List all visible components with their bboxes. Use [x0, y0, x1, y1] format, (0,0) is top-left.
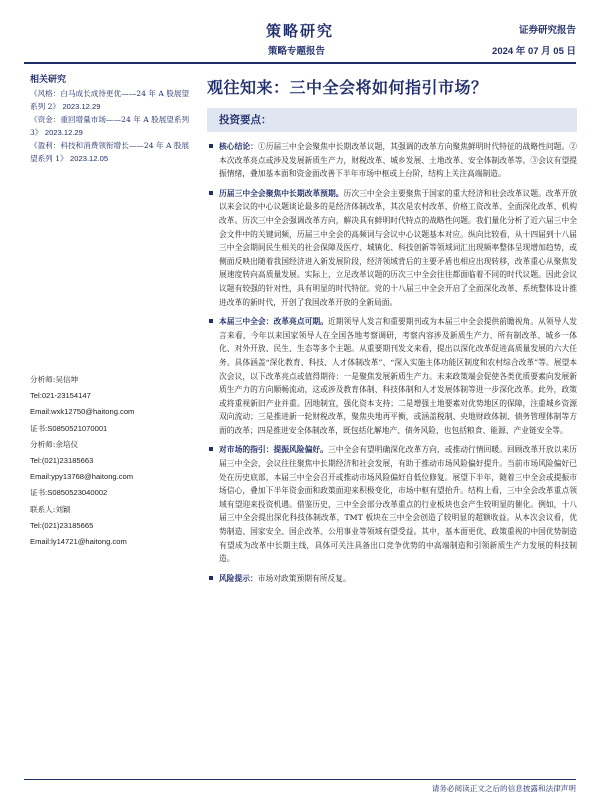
- analyst-email[interactable]: Email:ypy13768@haitong.com: [30, 472, 134, 482]
- analyst-cert: 证书:S0850521070001: [30, 423, 108, 433]
- bullet-square-icon: [209, 191, 213, 195]
- bullet-square-icon: [209, 319, 213, 323]
- footer-disclaimer: 请务必阅读正文之后的信息披露和法律声明: [431, 784, 576, 793]
- paragraph-text: ①历届三中全会聚焦中长期改革议题，其强调的改革方向聚焦鲜明时代特征的战略性问题。②本次改革亮点或涉及发展新质生产力，财税改革、城乡发展、土地改革、安全体制改革等。③会议有望提振情绪，叠加基本面和资金面改善下半年市场中枢或上台阶，结构上关注高端制造。: [219, 142, 577, 179]
- related-research-panel: [30, 72, 190, 166]
- bullet-square-icon: [209, 144, 213, 148]
- paragraph-risk-warning: [209, 572, 577, 586]
- bullet-square-icon: [209, 447, 213, 451]
- paragraph-market-guidance: [209, 443, 577, 565]
- analyst-name: 分析师:吴信坤: [30, 375, 79, 384]
- paragraph-current-plenum: [209, 315, 577, 437]
- related-research-item[interactable]: [30, 114, 190, 139]
- header-divider: [24, 62, 576, 64]
- paragraph-text: 三中全会有望明确深化改革方向，或推动行情回暖。回顾改革开放以来历届三中全会，会议往往聚焦中长期经济和社会发展，有助于推动市场风险偏好提升。当前市场风险偏好已处在历史底部，本届三中全会召开或推动市场风险偏好自低位修复。展望下半年，随着三中全会或提振市场信心，叠加下半年资金面和政策面迎来积极变化，市场中枢有望抬升。结构上看，三中全会改革重点领域有望迎来投资机遇。借鉴历史，三中全会部分改革重点的行业板块也会产生较明显的催化。例如，十八届三中全会提出深化科技体制改革，TMT 板块在三中全会创造了较明显的超额收益。从本次会议看，优势制造、国家安全、国企改革、公用事业等领域有望受益。其中，基本面更优、政策重视的中国优势制造有望成为改革中长期主线，具体可关注具备出口竞争优势的中高端制造和引领新质生产力发展的科技制造。: [219, 445, 577, 564]
- related-research-date: 2023.12.05: [70, 153, 109, 163]
- paragraph-lead: 核心结论：: [219, 142, 258, 151]
- related-research-title: 相关研究: [30, 75, 67, 85]
- contact-name: 联系人:刘颖: [30, 504, 71, 514]
- report-subtype: 策略专题报告: [268, 46, 326, 57]
- paragraph-core-conclusion: [209, 140, 577, 181]
- investment-points-bar: [207, 108, 577, 132]
- contact-email[interactable]: Email:ly14721@haitong.com: [30, 537, 127, 547]
- related-research-text: 《风格：白马成长成待更优——24 年 A 股展望系列 2》: [30, 89, 190, 111]
- analyst-tel: Tel:(021)23185663: [30, 456, 94, 466]
- related-research-date: 2023.12.29: [62, 101, 101, 111]
- report-date: 2024 年 07 月 05 日: [492, 46, 576, 57]
- paragraph-lead: 本届三中全会：改革亮点可期。: [219, 317, 328, 327]
- analyst-email[interactable]: Email:wxk12750@haitong.com: [30, 407, 135, 417]
- report-title: 观往知来：三中全会将如何指引市场？: [207, 78, 488, 97]
- footer-divider: [24, 779, 576, 780]
- investment-points-label: 投资要点：: [219, 114, 272, 126]
- contact-tel: Tel:(021)23185665: [30, 520, 94, 530]
- paragraph-lead: 风险提示：: [219, 573, 258, 583]
- paragraph-text: 市场对政策预期有所反复。: [257, 573, 351, 583]
- report-body: [209, 140, 577, 591]
- related-research-item[interactable]: [30, 88, 190, 113]
- related-research-text: 《资金：重回增量市场——24 年 A 股展望系列 3》: [30, 115, 190, 137]
- analyst-name: 分析师:余培仪: [30, 439, 79, 449]
- paragraph-text: 历次三中全会主要聚焦于国家的重大经济和社会改革议题。改革开放以来会议的中心议题谈论最多的是经济体制改革，其次是农村改革、价格工资改革、全面深化改革、机构改革。历次三中全会强调改革方向，解决具有鲜明时代特点的战略性问题。我们量化分析了近六届三中全会文件中的关键词频，历届三中全会的高频词与会议中心议题基本对应。纵向比较看，从十四届到十八届三中全会期间民生相关的社会保障及医疗、城镇化、科技创新等领域词汇出现频率整体呈现增加趋势，或侧面反映出随着我国经济进入新发展阶段，经济领域背后的主要矛盾也相应出现转移，改革重心从聚焦发展速度转向高质量发展。实际上，立足改革议题的历次三中全会往往都面临着不同的时代议题。因此会议议题有较强的针对性，具有明显的时代特征。党的十八届三中全会开启了全面深化改革、系统整体设计推进改革的新时代，开创了我国改革开放的全新局面。: [219, 188, 577, 307]
- paragraph-lead: 对市场的指引：提振风险偏好。: [219, 445, 328, 455]
- analyst-contacts: [30, 372, 190, 550]
- report-category-title: 策略研究: [266, 22, 335, 40]
- related-research-item[interactable]: [30, 140, 190, 165]
- paragraph-historical-plenums: [209, 187, 577, 309]
- report-type-label: 证券研究报告: [518, 25, 576, 36]
- related-research-date: 2023.12.29: [44, 127, 83, 137]
- related-research-text: 《盈利：科技和消费领衔增长——24 年 A 股展望系列 1》: [30, 141, 190, 163]
- analyst-cert: 证书:S0850523040002: [30, 488, 108, 498]
- bullet-square-icon: [209, 576, 213, 580]
- analyst-tel: Tel:021-23154147: [30, 391, 91, 401]
- paragraph-text: 近期领导人发言和重要期刊或为本届三中全会提供前瞻视角。从领导人发言来看，今年以来国家领导人在全国各地考察调研，考察内容涉及新质生产力、所有制改革、城乡一体化、对外开放、民生、生态等多个主题。从重要期刊发文来看，提出以深化改革促进高质量发展的六大任务。具体涵盖“深化教育、科技、人才体制改革”、“深入实施主体功能区制度和农村综合改革”等。展望本次会议，以下改革亮点或值得期待：一是聚焦发展新质生产力。未来政策端会促使各类优质要素向发展新质生产力的方向顺畅流动，这或涉及教育体制、科技体制和人才发展体制等进一步深化改革。此外，政策或将重视新旧产业并重。因地制宜，强化资本支持；二是增强土地要素对优势地区的保障，注重城乡资源双向流动；三是推进新一轮财税改革，聚焦央地再平衡，或涵盖税制、央地财政体制、债务管理体制等方面的改革；四是推进安全体制改革，既包括化解地产、债务风险，也包括粮食、能源、产业链安全等。: [219, 317, 577, 435]
- paragraph-lead: 历届三中全会聚焦中长期改革预期。: [219, 188, 344, 198]
